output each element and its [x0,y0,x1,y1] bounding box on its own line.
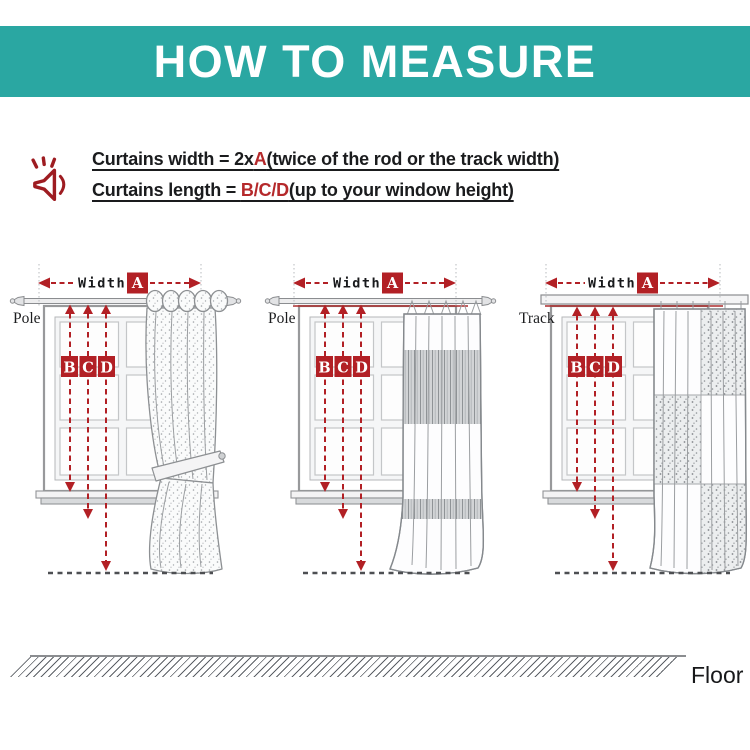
instruction-lines [92,148,559,210]
support-label: Pole [13,310,41,327]
letter-c: C [82,359,94,377]
length-measures [316,305,370,572]
width-letter-a: A [131,275,144,292]
header-banner [0,26,750,97]
letter-b: B [570,359,583,377]
letter-d: D [100,359,113,377]
tieback-hook [219,453,225,459]
support-label: Track [519,310,555,327]
width-label: Width [588,275,637,292]
length-formula-accent: B/C/D [240,180,289,200]
letter-c: C [337,359,349,377]
letter-b: B [318,359,331,377]
length-measures [568,307,622,572]
width-label: Width [78,275,127,292]
width-formula-post: (twice of the rod or the track width) [266,149,560,169]
floor-label: Floor [691,662,744,688]
diagram-track-patchwork-curtain [515,256,750,596]
letter-b: B [63,359,76,377]
diagram-pole-sheer-curtain [263,256,498,596]
width-formula-pre: Curtains width = 2x [92,149,254,169]
length-formula-post: (up to your window height) [288,180,514,200]
curtain [650,301,748,574]
instructions-block [28,148,559,214]
length-measures [61,305,115,572]
width-label: Width [333,275,382,292]
width-letter-a: A [386,275,399,292]
length-formula-pre: Curtains length = [92,180,241,200]
diagram-pole-grommet-curtain [8,256,243,596]
curtain-pole [265,297,495,307]
support-label: Pole [268,310,296,327]
diagram-row [0,256,750,596]
letter-c: C [589,359,601,377]
width-formula [92,148,559,170]
letter-d: D [607,359,620,377]
letter-d: D [355,359,368,377]
floor-hatching [10,657,680,677]
length-formula [92,179,559,201]
page-title: HOW TO MEASURE [153,35,597,87]
width-formula-accent: A [253,149,267,169]
megaphone-icon [28,154,74,214]
width-letter-a: A [641,275,654,292]
curtain [146,291,228,574]
curtain-track [541,295,748,306]
